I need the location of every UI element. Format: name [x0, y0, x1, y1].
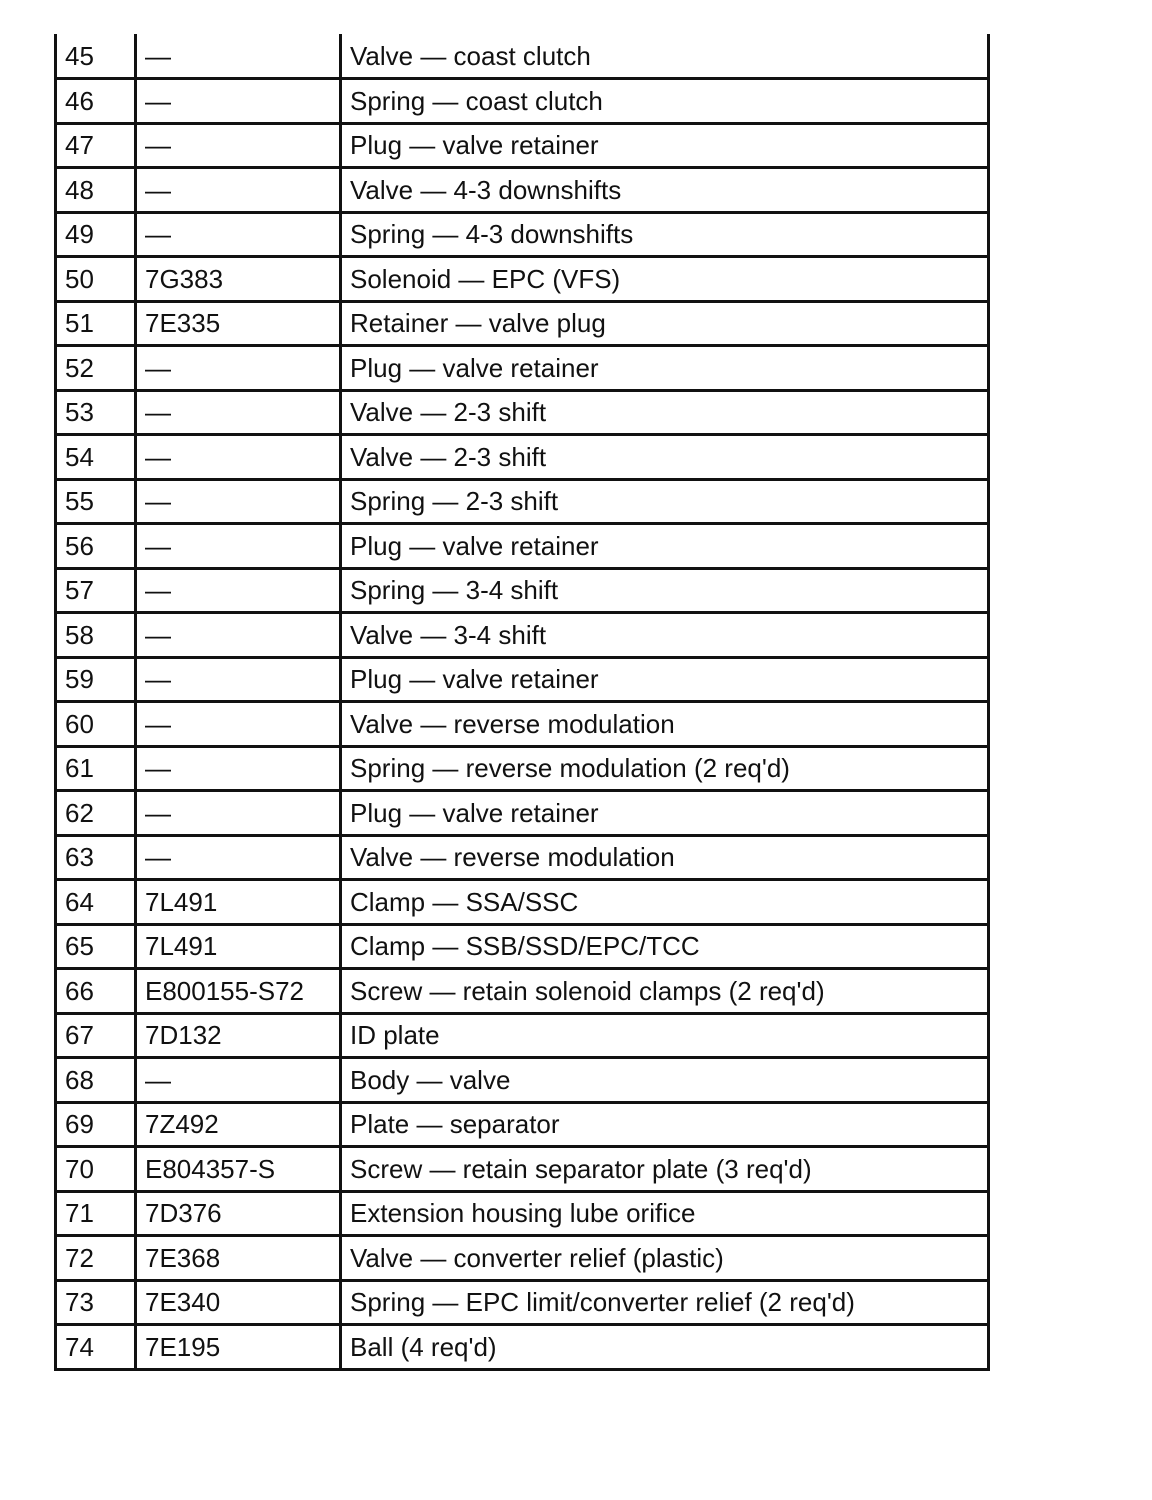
part-number-cell: 7Z492 — [136, 1102, 341, 1147]
table-row — [56, 479, 989, 524]
item-number-cell: 59 — [56, 657, 136, 702]
item-number-cell: 67 — [56, 1013, 136, 1058]
table-row — [56, 346, 989, 391]
part-number-cell: — — [136, 212, 341, 257]
description-cell: Plug — valve retainer — [341, 123, 989, 168]
description-cell: Valve — 4-3 downshifts — [341, 168, 989, 213]
description-cell: Spring — reverse modulation (2 req'd) — [341, 746, 989, 791]
table-row — [56, 168, 989, 213]
description-cell: Spring — coast clutch — [341, 79, 989, 124]
item-number-cell: 64 — [56, 880, 136, 925]
table-row — [56, 1191, 989, 1236]
item-number-cell: 57 — [56, 568, 136, 613]
item-number-cell: 47 — [56, 123, 136, 168]
part-number-cell: — — [136, 613, 341, 658]
table-row — [56, 791, 989, 836]
part-number-cell: — — [136, 1058, 341, 1103]
table-row — [56, 435, 989, 480]
description-cell: Spring — 3-4 shift — [341, 568, 989, 613]
part-number-cell: — — [136, 123, 341, 168]
description-cell: Valve — 2-3 shift — [341, 435, 989, 480]
item-number-cell: 45 — [56, 34, 136, 79]
part-number-cell: — — [136, 79, 341, 124]
part-number-cell: E800155-S72 — [136, 969, 341, 1014]
table-row — [56, 1325, 989, 1370]
item-number-cell: 52 — [56, 346, 136, 391]
part-number-cell: — — [136, 746, 341, 791]
description-cell: Spring — 2-3 shift — [341, 479, 989, 524]
item-number-cell: 53 — [56, 390, 136, 435]
part-number-cell: E804357-S — [136, 1147, 341, 1192]
part-number-cell: 7D376 — [136, 1191, 341, 1236]
description-cell: Spring — 4-3 downshifts — [341, 212, 989, 257]
item-number-cell: 50 — [56, 257, 136, 302]
item-number-cell: 46 — [56, 79, 136, 124]
parts-table-body — [56, 34, 989, 1369]
table-row — [56, 924, 989, 969]
part-number-cell: — — [136, 346, 341, 391]
item-number-cell: 60 — [56, 702, 136, 747]
part-number-cell: — — [136, 524, 341, 569]
part-number-cell: 7E340 — [136, 1280, 341, 1325]
part-number-cell: — — [136, 835, 341, 880]
table-row — [56, 746, 989, 791]
item-number-cell: 58 — [56, 613, 136, 658]
part-number-cell: — — [136, 479, 341, 524]
description-cell: Plug — valve retainer — [341, 791, 989, 836]
table-row — [56, 1013, 989, 1058]
table-row — [56, 835, 989, 880]
table-row — [56, 969, 989, 1014]
part-number-cell: — — [136, 390, 341, 435]
item-number-cell: 61 — [56, 746, 136, 791]
description-cell: Clamp — SSB/SSD/EPC/TCC — [341, 924, 989, 969]
description-cell: Valve — coast clutch — [341, 34, 989, 79]
description-cell: Plate — separator — [341, 1102, 989, 1147]
part-number-cell: — — [136, 168, 341, 213]
item-number-cell: 62 — [56, 791, 136, 836]
description-cell: Body — valve — [341, 1058, 989, 1103]
description-cell: Valve — converter relief (plastic) — [341, 1236, 989, 1281]
description-cell: Ball (4 req'd) — [341, 1325, 989, 1370]
item-number-cell: 55 — [56, 479, 136, 524]
table-row — [56, 568, 989, 613]
table-row — [56, 613, 989, 658]
description-cell: Solenoid — EPC (VFS) — [341, 257, 989, 302]
item-number-cell: 63 — [56, 835, 136, 880]
description-cell: Plug — valve retainer — [341, 524, 989, 569]
table-row — [56, 212, 989, 257]
part-number-cell: — — [136, 435, 341, 480]
part-number-cell: — — [136, 791, 341, 836]
part-number-cell: 7E195 — [136, 1325, 341, 1370]
item-number-cell: 65 — [56, 924, 136, 969]
item-number-cell: 68 — [56, 1058, 136, 1103]
table-row — [56, 1147, 989, 1192]
parts-table — [54, 34, 990, 1371]
item-number-cell: 49 — [56, 212, 136, 257]
table-row — [56, 257, 989, 302]
table-row — [56, 702, 989, 747]
part-number-cell: — — [136, 568, 341, 613]
part-number-cell: — — [136, 34, 341, 79]
table-row — [56, 1280, 989, 1325]
description-cell: Plug — valve retainer — [341, 346, 989, 391]
description-cell: Plug — valve retainer — [341, 657, 989, 702]
part-number-cell: 7D132 — [136, 1013, 341, 1058]
description-cell: Valve — reverse modulation — [341, 835, 989, 880]
part-number-cell: — — [136, 702, 341, 747]
table-row — [56, 1236, 989, 1281]
table-row — [56, 524, 989, 569]
item-number-cell: 56 — [56, 524, 136, 569]
description-cell: Screw — retain solenoid clamps (2 req'd) — [341, 969, 989, 1014]
table-row — [56, 79, 989, 124]
part-number-cell: 7G383 — [136, 257, 341, 302]
item-number-cell: 72 — [56, 1236, 136, 1281]
table-row — [56, 301, 989, 346]
table-row — [56, 390, 989, 435]
table-row — [56, 657, 989, 702]
description-cell: Retainer — valve plug — [341, 301, 989, 346]
part-number-cell: 7E335 — [136, 301, 341, 346]
part-number-cell: 7L491 — [136, 880, 341, 925]
item-number-cell: 66 — [56, 969, 136, 1014]
part-number-cell: 7E368 — [136, 1236, 341, 1281]
description-cell: Valve — reverse modulation — [341, 702, 989, 747]
part-number-cell: 7L491 — [136, 924, 341, 969]
item-number-cell: 74 — [56, 1325, 136, 1370]
table-row — [56, 1058, 989, 1103]
item-number-cell: 51 — [56, 301, 136, 346]
item-number-cell: 69 — [56, 1102, 136, 1147]
description-cell: Spring — EPC limit/converter relief (2 req'd) — [341, 1280, 989, 1325]
item-number-cell: 71 — [56, 1191, 136, 1236]
description-cell: Clamp — SSA/SSC — [341, 880, 989, 925]
table-row — [56, 123, 989, 168]
table-row — [56, 34, 989, 79]
item-number-cell: 54 — [56, 435, 136, 480]
item-number-cell: 48 — [56, 168, 136, 213]
item-number-cell: 73 — [56, 1280, 136, 1325]
item-number-cell: 70 — [56, 1147, 136, 1192]
description-cell: Extension housing lube orifice — [341, 1191, 989, 1236]
description-cell: ID plate — [341, 1013, 989, 1058]
table-row — [56, 1102, 989, 1147]
description-cell: Valve — 2-3 shift — [341, 390, 989, 435]
table-row — [56, 880, 989, 925]
part-number-cell: — — [136, 657, 341, 702]
description-cell: Screw — retain separator plate (3 req'd) — [341, 1147, 989, 1192]
description-cell: Valve — 3-4 shift — [341, 613, 989, 658]
